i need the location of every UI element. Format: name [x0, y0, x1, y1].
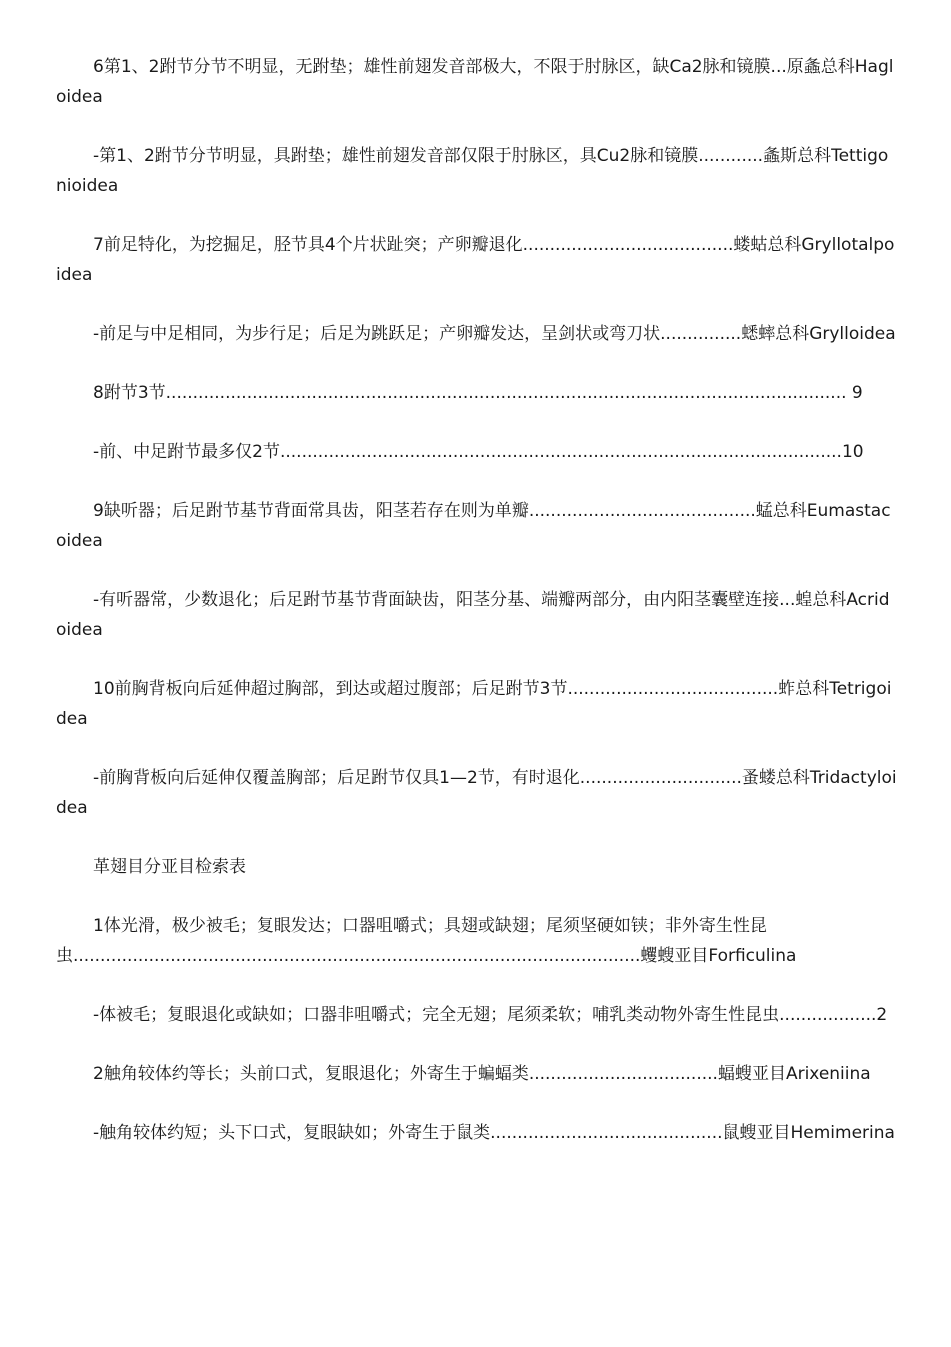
key-couplet-7-alt: -前足与中足相同，为步行足；后足为跳跃足；产卵瓣发达，呈剑状或弯刀状...............蟋蟀总科Grylloidea	[93, 324, 896, 344]
key-couplet-8: 8跗节3节.............................................................................................................................. 9	[93, 383, 863, 403]
key-couplet-8-alt: -前、中足跗节最多仅2节........................................................................................................10	[93, 442, 864, 462]
key-couplet-9: 9缺听器；后足跗节基节背面常具齿，阳茎若存在则为单瓣..........................................蜢总科Eumastacoidea	[56, 501, 891, 551]
section-heading: 革翅目分亚目检索表	[93, 857, 246, 877]
key-couplet-9-alt: -有听器常，少数退化；后足跗节基节背面缺齿，阳茎分基、端瓣两部分，由内阳茎囊壁连接...蝗总科Acridoidea	[56, 590, 890, 640]
suborder-couplet-1: 1体光滑，极少被毛；复眼发达；口器咀嚼式；具翅或缺翅；尾须坚硬如铗；非外寄生性昆虫.........................................................................................................蠼螋亚目Forficulina	[56, 916, 797, 966]
suborder-couplet-1-alt: -体被毛；复眼退化或缺如；口器非咀嚼式；完全无翅；尾须柔软；哺乳类动物外寄生性昆虫..................2	[93, 1005, 888, 1025]
suborder-couplet-2-alt: -触角较体约短；头下口式，复眼缺如；外寄生于鼠类...........................................鼠螋亚目Hemimerina	[93, 1123, 895, 1143]
key-couplet-10: 10前胸背板向后延伸超过胸部，到达或超过腹部；后足跗节3节.......................................蚱总科Tetrigoidea	[56, 679, 892, 729]
key-couplet-7: 7前足特化，为挖掘足，胫节具4个片状趾突；产卵瓣退化.......................................蝼蛄总科Gryllotalpoidea	[56, 235, 895, 285]
key-couplet-6-alt: -第1、2跗节分节明显，具跗垫；雄性前翅发音部仅限于肘脉区，具Cu2脉和镜膜............螽斯总科Tettigonioidea	[56, 146, 889, 196]
key-couplet-6: 6第1、2跗节分节不明显，无跗垫；雄性前翅发音部极大，不限于肘脉区，缺Ca2脉和镜膜...原螽总科Hagloidea	[56, 57, 894, 107]
key-couplet-10-alt: -前胸背板向后延伸仅覆盖胸部；后足跗节仅具1—2节，有时退化..............................蚤蝼总科Tridactyloidea	[56, 768, 897, 818]
suborder-couplet-2: 2触角较体约等长；头前口式，复眼退化；外寄生于蝙蝠类...................................蝠螋亚目Arixeniina	[93, 1064, 871, 1084]
document-page	[56, 52, 898, 1148]
